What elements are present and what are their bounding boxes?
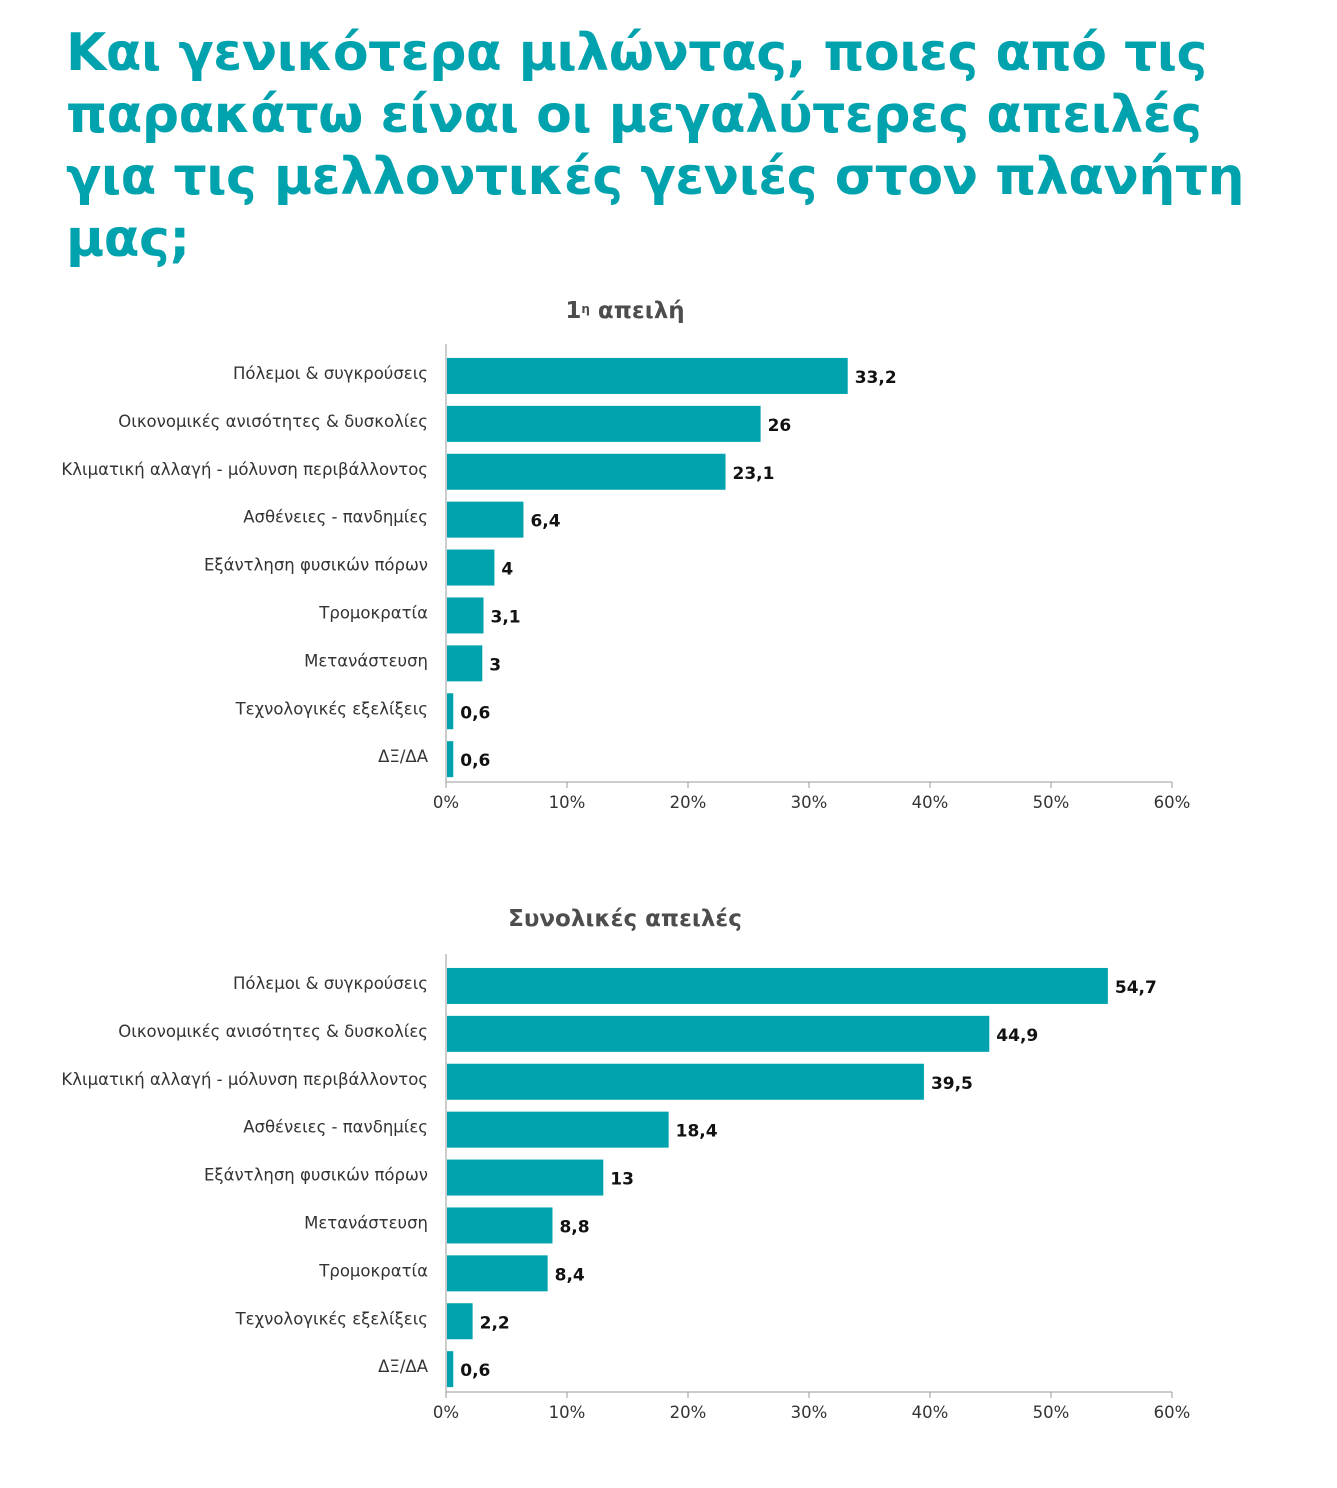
value-label: 8,4 <box>554 1265 585 1286</box>
category-label: Εξάντληση φυσικών πόρων <box>203 1165 428 1185</box>
bar-chart-total-threats <box>0 890 1337 1450</box>
x-tick-label: 40% <box>911 1403 949 1422</box>
value-label: 39,5 <box>930 1073 973 1094</box>
category-label: Τρομοκρατία <box>319 1261 428 1281</box>
page-title: Και γενικότερα μιλώντας, ποιες από τις παρακάτω είναι οι μεγαλύτερες απειλές για τις μελλοντικές γενιές στον πλανήτη μας; <box>66 23 1245 269</box>
x-tick-label: 30% <box>790 1403 828 1422</box>
bar <box>447 1064 924 1100</box>
category-label: Μετανάστευση <box>304 651 428 671</box>
value-label: 0,6 <box>460 1361 491 1382</box>
bar-chart-first-threat <box>0 290 1337 830</box>
x-tick-label: 50% <box>1032 1403 1070 1422</box>
category-label: Ασθένειες - πανδημίες <box>243 1117 428 1137</box>
x-tick-label: 10% <box>548 1403 586 1422</box>
value-label: 8,8 <box>559 1217 590 1238</box>
category-label: Εξάντληση φυσικών πόρων <box>203 555 428 575</box>
bar <box>447 1255 548 1291</box>
bar <box>447 502 523 538</box>
x-tick-label: 0% <box>432 1403 460 1422</box>
value-label: 23,1 <box>732 463 775 484</box>
bar <box>447 1303 473 1339</box>
bar <box>447 550 494 586</box>
x-tick-label: 60% <box>1153 1403 1191 1422</box>
value-label: 3 <box>489 655 502 676</box>
value-label: 6,4 <box>530 511 561 532</box>
bar <box>447 406 761 442</box>
category-label: Πόλεμοι & συγκρούσεις <box>233 363 428 383</box>
category-label: Τρομοκρατία <box>319 603 428 623</box>
bar <box>447 645 482 681</box>
category-label: ΔΞ/ΔΑ <box>378 1357 428 1377</box>
x-tick-label: 20% <box>669 1403 707 1422</box>
bar <box>447 968 1108 1004</box>
category-label: Τεχνολογικές εξελίξεις <box>235 1309 428 1329</box>
category-label: Οικονομικές ανισότητες & δυσκολίες <box>118 411 428 431</box>
bar <box>447 741 453 777</box>
value-label: 18,4 <box>675 1121 718 1142</box>
x-tick-label: 60% <box>1153 793 1191 812</box>
value-label: 2,2 <box>479 1313 510 1334</box>
chart-title: Συνολικές απειλές <box>508 906 742 932</box>
category-label: Κλιματική αλλαγή - μόλυνση περιβάλλοντος <box>61 1069 428 1089</box>
value-label: 4 <box>501 559 514 580</box>
bar <box>447 1351 453 1387</box>
value-label: 3,1 <box>490 607 521 628</box>
bar <box>447 693 453 729</box>
category-label: Τεχνολογικές εξελίξεις <box>235 699 428 719</box>
x-tick-label: 10% <box>548 793 586 812</box>
x-tick-label: 0% <box>432 793 460 812</box>
category-label: Κλιματική αλλαγή - μόλυνση περιβάλλοντος <box>61 459 428 479</box>
value-label: 26 <box>767 415 792 436</box>
bar <box>447 1112 669 1148</box>
bar <box>447 1016 989 1052</box>
bar <box>447 1160 603 1196</box>
x-tick-label: 40% <box>911 793 949 812</box>
x-tick-label: 50% <box>1032 793 1070 812</box>
value-label: 33,2 <box>854 367 897 388</box>
bar <box>447 454 726 490</box>
bar <box>447 358 848 394</box>
value-label: 44,9 <box>996 1025 1039 1046</box>
category-label: Οικονομικές ανισότητες & δυσκολίες <box>118 1021 428 1041</box>
value-label: 0,6 <box>460 703 491 724</box>
value-label: 13 <box>610 1169 634 1190</box>
x-tick-label: 20% <box>669 793 707 812</box>
category-label: Πόλεμοι & συγκρούσεις <box>233 973 428 993</box>
value-label: 54,7 <box>1114 977 1157 998</box>
bar <box>447 597 484 633</box>
category-label: Μετανάστευση <box>304 1213 428 1233</box>
chart-title: 1η απειλή <box>565 298 685 324</box>
category-label: ΔΞ/ΔΑ <box>378 747 428 767</box>
x-tick-label: 30% <box>790 793 828 812</box>
bar <box>447 1207 552 1243</box>
value-label: 0,6 <box>460 751 491 772</box>
category-label: Ασθένειες - πανδημίες <box>243 507 428 527</box>
